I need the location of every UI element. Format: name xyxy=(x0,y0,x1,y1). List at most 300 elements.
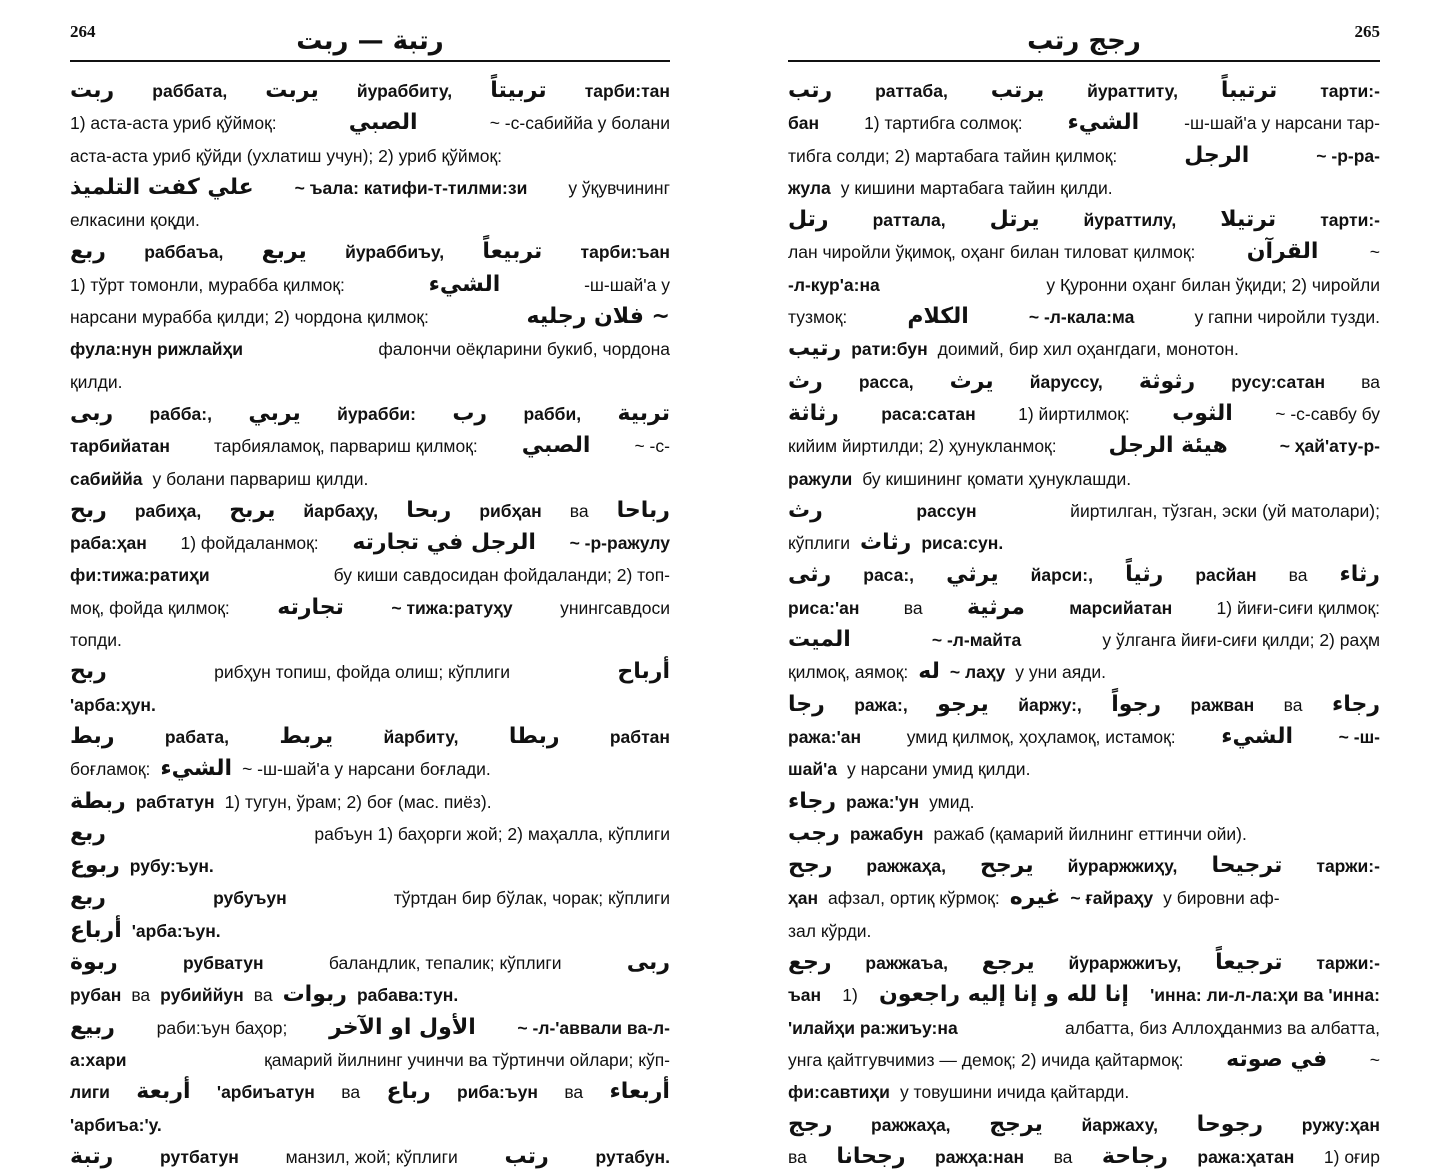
definition-text: нарсани мураббa қилди; 2) чордона қилмоқ: xyxy=(70,307,429,328)
header-rule-left xyxy=(70,60,670,62)
text-line xyxy=(70,592,670,624)
arabic-headword: الصبي xyxy=(521,433,591,459)
definition-text: 1) тугун, ўрам; 2) боғ (мас. пиёз). xyxy=(224,791,492,812)
arabic-headword: رتل xyxy=(788,207,829,233)
transliteration: рабата, xyxy=(164,726,229,747)
arabic-headword: رث xyxy=(788,497,823,523)
transliteration: тaржи:- xyxy=(1316,856,1380,877)
arabic-headword: الرجل xyxy=(1184,142,1250,168)
arabic-headword: رثوثة xyxy=(1138,368,1196,394)
definition-text: у ўлганга йиғи-сиғи қилди; 2) раҳм xyxy=(1102,630,1380,651)
arabic-headword: رتب xyxy=(788,78,833,103)
definition-text: кўплиги xyxy=(788,533,851,554)
text-line xyxy=(70,398,670,430)
transliteration: ража:'ан xyxy=(788,726,862,747)
running-head-left: رتبة — ربت xyxy=(296,26,444,56)
arabic-headword: الصبي xyxy=(348,110,418,136)
arabic-headword: يربي xyxy=(248,400,301,426)
definition-text: у кишини мартабага тайин қилди. xyxy=(840,177,1113,198)
arabic-headword: رجا xyxy=(788,691,825,717)
arabic-headword: رثاء xyxy=(1339,562,1380,588)
text-line xyxy=(70,915,670,947)
transliteration: рабба:, xyxy=(149,403,212,424)
text-line xyxy=(788,269,1380,301)
transliteration: рабава:тун. xyxy=(356,985,459,1006)
transliteration: раббата, xyxy=(152,81,228,101)
transliteration: рубан xyxy=(70,985,122,1006)
transliteration: рабби, xyxy=(523,403,582,424)
transliteration: рати:бун xyxy=(851,339,928,360)
text-line xyxy=(788,236,1380,268)
transliteration: -л-кур'а:на xyxy=(788,274,880,295)
arabic-headword: يربع xyxy=(261,239,307,265)
transliteration: 'арбиъатун xyxy=(216,1082,315,1103)
transliteration: ҳан xyxy=(788,888,819,909)
definition-text: 1) аста-аста уриб қўймоқ: xyxy=(70,113,277,134)
text-line xyxy=(788,204,1380,236)
definition-text: ва xyxy=(1361,371,1380,392)
definition-text: 1) xyxy=(842,985,858,1006)
definition-text: бу кишининг қомати ҳунуклашди. xyxy=(862,468,1132,489)
definition-text: умид. xyxy=(929,791,975,812)
text-line xyxy=(788,915,1380,947)
transliteration: 'арбиъа:'у. xyxy=(70,1114,162,1135)
arabic-headword: رجج xyxy=(788,1111,833,1137)
transliteration: рибҳан xyxy=(479,500,542,521)
arabic-headword: ربط xyxy=(70,723,115,749)
arabic-headword: رجب xyxy=(788,820,840,846)
transliteration: ражжаҳа, xyxy=(866,856,946,877)
transliteration: йаржаху, xyxy=(1081,1114,1159,1135)
definition-text: у товушини ичида қайтарди. xyxy=(899,1082,1130,1103)
text-line xyxy=(788,559,1380,591)
transliteration: ражван xyxy=(1190,694,1255,715)
arabic-headword: رثاث xyxy=(860,530,912,556)
definition-text: лан чиройли ўқимоқ, оҳанг билан тиловат қилмоқ: xyxy=(788,242,1196,263)
definition-text: ~ -ш-шай'а у нарсани боғлади. xyxy=(242,759,491,780)
definition-text: ва xyxy=(341,1082,361,1103)
definition-text: 1) фойдаланмоқ: xyxy=(180,533,319,554)
text-line xyxy=(70,301,670,333)
arabic-headword: رجواً xyxy=(1111,691,1162,717)
transliteration: рабтатун xyxy=(135,791,215,812)
definition-text: доимий, бир хил оҳангдаги, монотон. xyxy=(937,339,1239,360)
arabic-headword: أربعاء xyxy=(609,1079,670,1105)
definition-text: тарбияламоқ, парвариш қилмоқ: xyxy=(213,436,478,457)
text-line xyxy=(70,1141,670,1173)
transliteration: лиги xyxy=(70,1082,110,1103)
arabic-headword: ربى xyxy=(70,400,114,426)
text-line xyxy=(70,882,670,914)
text-line xyxy=(70,818,670,850)
arabic-headword: أرباع xyxy=(70,917,122,943)
transliteration: йураттилу, xyxy=(1083,210,1177,231)
text-line xyxy=(788,366,1380,398)
transliteration: тaржи:- xyxy=(1316,953,1380,974)
definition-text: рибҳун топиш, фойда олиш; кўплиги xyxy=(214,662,511,683)
transliteration: тарти:- xyxy=(1320,81,1380,101)
transliteration: йураржжиъу, xyxy=(1068,953,1182,974)
definition-text: йиртилган, тўзган, эски (уй матолари); xyxy=(1070,500,1380,521)
text-line xyxy=(788,721,1380,753)
transliteration: рутабун. xyxy=(595,1146,670,1167)
text-line xyxy=(70,559,670,591)
arabic-headword: الثوب xyxy=(1172,400,1233,426)
text-line xyxy=(70,721,670,753)
definition-text: ражаб (қамарий йилнинг еттинчи ойи). xyxy=(933,823,1247,844)
definition-text: унингсавдоси xyxy=(560,597,670,618)
arabic-headword: رتبة xyxy=(70,1143,114,1169)
transliteration: ражабун xyxy=(849,823,924,844)
text-line xyxy=(788,818,1380,850)
text-line xyxy=(70,172,670,204)
text-line xyxy=(70,624,670,656)
text-line xyxy=(70,236,670,268)
arabic-headword: رتيب xyxy=(788,336,842,362)
arabic-headword: أربعة xyxy=(136,1079,191,1105)
arabic-headword: تربيتاً xyxy=(490,78,547,103)
arabic-headword: ربح xyxy=(70,497,107,523)
transliteration: тарби:ъан xyxy=(580,242,670,263)
arabic-headword: ربت xyxy=(70,78,115,103)
transliteration: ~ лаҳу xyxy=(949,662,1006,683)
arabic-headword: ربح xyxy=(70,659,107,685)
text-line xyxy=(788,947,1380,979)
definition-text: ва xyxy=(903,597,923,618)
arabic-headword: رجع xyxy=(788,950,832,976)
definition-text: боғламоқ: xyxy=(70,759,151,780)
transliteration: 'инна: ли-л-ла:ҳи ва 'инна: xyxy=(1150,985,1380,1006)
arabic-headword: يربح xyxy=(229,497,276,523)
definition-text: 1) тартибга солмоқ: xyxy=(864,113,1023,134)
arabic-headword: ربى xyxy=(626,950,670,976)
arabic-headword: ترتيباً xyxy=(1220,78,1278,103)
arabic-headword: إنا لله و إنا إليه راجعون xyxy=(879,982,1129,1008)
arabic-headword: رث xyxy=(788,368,823,394)
arabic-headword: تجارته xyxy=(277,594,344,620)
right-page xyxy=(788,0,1380,1169)
arabic-headword: رباحا xyxy=(616,497,670,523)
arabic-headword: تربية xyxy=(617,400,670,426)
transliteration: ража:, xyxy=(854,694,908,715)
transliteration: рабтан xyxy=(609,726,670,747)
arabic-headword: رثياً xyxy=(1125,562,1164,588)
arabic-headword: الرجل في تجارته xyxy=(352,530,536,556)
arabic-headword: ترتيلا xyxy=(1220,207,1277,233)
text-line xyxy=(70,979,670,1011)
arabic-headword: ربع xyxy=(70,820,106,846)
arabic-headword: رباع xyxy=(386,1079,431,1105)
text-line xyxy=(70,463,670,495)
transliteration: фи:тижа:ратиҳи xyxy=(70,565,210,586)
text-line xyxy=(788,850,1380,882)
page-number-right: 265 xyxy=(1354,22,1380,41)
arabic-headword: يرثي xyxy=(946,562,999,588)
definition-text: 1) тўрт томонли, мураббa қилмоқ: xyxy=(70,274,345,295)
arabic-headword: أرباح xyxy=(617,659,670,685)
transliteration: йарбаҳу, xyxy=(303,500,379,521)
arabic-headword: ربوة xyxy=(70,950,118,976)
arabic-headword: يرتب xyxy=(990,78,1045,103)
transliteration: тарти:- xyxy=(1320,210,1380,231)
text-line xyxy=(70,495,670,527)
text-line xyxy=(70,1044,670,1076)
arabic-headword: يرث xyxy=(949,368,994,394)
arabic-headword: رتب xyxy=(504,1143,549,1169)
definition-text: ~ xyxy=(1369,1049,1380,1070)
arabic-headword: ربحا xyxy=(406,497,452,523)
arabic-headword: رجاحة xyxy=(1101,1143,1168,1169)
transliteration: а:хари xyxy=(70,1049,127,1070)
definition-text: у Қуронни оҳанг билан ўқиди; 2) чиройли xyxy=(1046,274,1380,295)
transliteration: ража:ҳатан xyxy=(1197,1146,1295,1167)
transliteration: 'арба:ъун. xyxy=(131,920,221,941)
transliteration: ражжаҳа, xyxy=(871,1114,951,1135)
transliteration: йураббиту, xyxy=(356,81,453,101)
arabic-headword: رجاء xyxy=(1331,691,1380,717)
definition-text: фалончи оёқларини букиб, чордона xyxy=(378,339,670,360)
text-line xyxy=(788,430,1380,462)
definition-text: ва xyxy=(253,985,273,1006)
definition-text: ва xyxy=(788,1146,807,1167)
definition-text: -ш-шай'а у xyxy=(584,274,670,295)
arabic-headword: رجوحا xyxy=(1196,1111,1264,1137)
arabic-headword: تربيعاً xyxy=(482,239,543,265)
transliteration: рубуъун xyxy=(213,888,287,909)
text-line xyxy=(788,140,1380,172)
transliteration: рутбатун xyxy=(160,1146,239,1167)
arabic-headword: ربع xyxy=(70,885,106,911)
transliteration: ража:'ун xyxy=(846,791,920,812)
definition-text: 1) оғир xyxy=(1323,1146,1380,1167)
text-line xyxy=(788,1109,1380,1141)
text-line xyxy=(70,753,670,785)
text-line xyxy=(788,1044,1380,1076)
definition-text: рабъун 1) баҳорги жой; 2) маҳалла, кўплиги xyxy=(314,823,670,844)
arabic-headword: الشيء xyxy=(428,271,501,297)
transliteration: рассун xyxy=(916,500,977,521)
text-line xyxy=(788,172,1380,204)
definition-text: у бировни аф- xyxy=(1163,888,1280,909)
text-line xyxy=(788,624,1380,656)
text-line xyxy=(788,786,1380,818)
arabic-headword: رثاثة xyxy=(788,400,839,426)
definition-text: қилди. xyxy=(70,371,123,392)
definition-text: ва xyxy=(1288,565,1308,586)
transliteration: ~ ҳай'ату-р- xyxy=(1279,436,1380,457)
transliteration: рубиййун xyxy=(160,985,244,1006)
transliteration: бан xyxy=(788,113,820,134)
transliteration: шай'а xyxy=(788,759,837,780)
definition-text: зал кўрди. xyxy=(788,920,872,941)
definition-text: ва xyxy=(1283,694,1303,715)
text-line xyxy=(788,398,1380,430)
text-line xyxy=(70,140,670,172)
definition-text: елкасини қоқди. xyxy=(70,210,200,231)
text-line xyxy=(788,75,1380,107)
text-line xyxy=(70,204,670,236)
transliteration: ~ -л-майта xyxy=(931,630,1022,651)
definition-text: тибга солди; 2) мартабага тайин қилмоқ: xyxy=(788,145,1118,166)
text-line xyxy=(70,850,670,882)
arabic-headword: يربط xyxy=(279,723,334,749)
definition-text: қилмоқ, аямоқ: xyxy=(788,662,909,683)
transliteration: ~ -л-кала:ма xyxy=(1028,307,1135,328)
transliteration: йураржжиҳу, xyxy=(1067,856,1178,877)
transliteration: раттала, xyxy=(872,210,946,231)
transliteration: руcу:сатан xyxy=(1231,371,1326,392)
transliteration: йураббиъу, xyxy=(345,242,445,263)
text-line xyxy=(788,463,1380,495)
text-line xyxy=(788,592,1380,624)
definition-text: умид қилмоқ, ҳоҳламоқ, истамоқ: xyxy=(906,726,1176,747)
text-line xyxy=(70,75,670,107)
transliteration: йарбиту, xyxy=(383,726,459,747)
definition-text: у уни аяди. xyxy=(1015,662,1107,683)
arabic-headword: رجاء xyxy=(788,788,837,814)
text-line xyxy=(788,527,1380,559)
transliteration: расйан xyxy=(1195,565,1257,586)
transliteration: ружу:ҳан xyxy=(1301,1114,1380,1135)
transliteration: йарси:, xyxy=(1030,565,1094,586)
arabic-headword: هيئة الرجل xyxy=(1108,433,1228,459)
arabic-headword: يرجح xyxy=(979,853,1034,879)
transliteration: фула:нун рижлайҳи xyxy=(70,339,243,360)
text-line xyxy=(70,107,670,139)
transliteration: риса:'ан xyxy=(788,597,860,618)
text-line xyxy=(70,689,670,721)
arabic-headword: ربوع xyxy=(70,853,120,879)
transliteration: раттаба, xyxy=(875,81,948,101)
left-page xyxy=(70,0,670,1169)
transliteration: ~ ғайраҳу xyxy=(1070,888,1154,909)
definition-text: 1) йиғи-сиғи қилмоқ: xyxy=(1216,597,1380,618)
transliteration: йаруссу, xyxy=(1029,371,1103,392)
definition-text: ~ -с-сабиййа у болани xyxy=(489,113,670,134)
definition-text: аста-аста уриб қўйди (ухлатиш учун); 2) уриб қўймоқ: xyxy=(70,145,502,166)
text-line xyxy=(788,882,1380,914)
transliteration: раббаъа, xyxy=(144,242,224,263)
arabic-headword: رجح xyxy=(788,853,833,879)
definition-text: албатта, биз Аллоҳданмиз ва албатта, xyxy=(1065,1017,1380,1038)
definition-text: манзил, жой; кўплиги xyxy=(285,1146,458,1167)
text-line xyxy=(70,1012,670,1044)
text-line xyxy=(70,366,670,398)
transliteration: раба:ҳан xyxy=(70,533,147,554)
transliteration: сабиййа xyxy=(70,468,143,489)
text-line xyxy=(788,979,1380,1011)
arabic-headword: ترجيحا xyxy=(1211,853,1283,879)
text-line xyxy=(70,1109,670,1141)
arabic-headword: ربطة xyxy=(70,788,126,814)
arabic-headword: غيره xyxy=(1009,885,1061,911)
definition-text: тўртдан бир бўлак, чорак; кўплиги xyxy=(393,888,670,909)
arabic-headword: الشيء xyxy=(1067,110,1140,136)
arabic-headword: القرآن xyxy=(1246,239,1319,265)
text-line xyxy=(788,495,1380,527)
definition-text: у гапни чиройли тузди. xyxy=(1194,307,1380,328)
arabic-headword: يرجع xyxy=(981,950,1035,976)
transliteration: рабиҳа, xyxy=(134,500,202,521)
transliteration: раса:, xyxy=(863,565,915,586)
definition-text: кийим йиртилди; 2) ҳунукланмоқ: xyxy=(788,436,1057,457)
definition-text: у ўқувчининг xyxy=(568,177,670,198)
arabic-headword: في صوته xyxy=(1226,1046,1328,1072)
transliteration: тарби:тан xyxy=(584,81,670,101)
transliteration: расса, xyxy=(858,371,914,392)
text-line xyxy=(788,333,1380,365)
transliteration: раса:сатан xyxy=(881,403,976,424)
transliteration: ~ -р-ра- xyxy=(1316,145,1380,166)
transliteration: рубу:ъун. xyxy=(129,856,214,877)
arabic-headword: ترجيعاً xyxy=(1215,950,1283,976)
text-line xyxy=(70,786,670,818)
transliteration: ражжаъа, xyxy=(865,953,948,974)
definition-text: ~ -с- xyxy=(634,436,670,457)
definition-text: 1) йиртилмоқ: xyxy=(1018,403,1130,424)
definition-text: бу киши савдосидан фойдаланди; 2) топ- xyxy=(333,565,670,586)
text-line xyxy=(788,1012,1380,1044)
transliteration: йурабби: xyxy=(337,403,416,424)
definition-text: ва xyxy=(569,500,589,521)
definition-text: тузмоқ: xyxy=(788,307,848,328)
arabic-headword: الميت xyxy=(788,627,851,653)
definition-text: баландлик, тепалик; кўплиги xyxy=(328,953,562,974)
arabic-headword: ربيع xyxy=(70,1014,115,1040)
dictionary-column-right xyxy=(788,75,1380,1173)
text-line xyxy=(788,1076,1380,1108)
transliteration: фи:савтиҳи xyxy=(788,1082,890,1103)
arabic-headword: ربطا xyxy=(508,723,560,749)
text-line xyxy=(70,430,670,462)
transliteration: ъан xyxy=(788,985,822,1006)
text-line xyxy=(70,947,670,979)
transliteration: ~ -ш- xyxy=(1338,726,1380,747)
transliteration: ~ ъала: катифи-т-тилми:зи xyxy=(294,177,528,198)
definition-text: у нарсани умид қилди. xyxy=(846,759,1031,780)
transliteration: риба:ъун xyxy=(457,1082,538,1103)
definition-text: унга қайтгувчимиз — демоқ; 2) ичида қайтармоқ: xyxy=(788,1049,1184,1070)
transliteration: рубватун xyxy=(182,953,264,974)
transliteration: йаржу:, xyxy=(1018,694,1082,715)
arabic-headword: يرجج xyxy=(989,1111,1043,1137)
definition-text: ~ xyxy=(1369,242,1380,263)
text-line xyxy=(70,527,670,559)
arabic-headword: رثى xyxy=(788,562,832,588)
definition-text: топди. xyxy=(70,630,122,651)
definition-text: моқ, фойда қилмоқ: xyxy=(70,597,230,618)
definition-text: у болани парвариш қилди. xyxy=(152,468,369,489)
arabic-headword: الأول او الآخر xyxy=(329,1014,476,1040)
transliteration: ~ -л-'аввали ва-л- xyxy=(517,1017,670,1038)
arabic-headword: ربع xyxy=(70,239,106,265)
definition-text: ва xyxy=(564,1082,584,1103)
transliteration: жула xyxy=(788,177,831,198)
arabic-headword: يربت xyxy=(265,78,319,103)
arabic-headword: الشيء xyxy=(160,756,233,782)
text-line xyxy=(788,753,1380,785)
definition-text: -ш-шай'а у нарсани тар- xyxy=(1184,113,1380,134)
transliteration: ражҳа:нан xyxy=(935,1146,1025,1167)
page-number-left: 264 xyxy=(70,22,96,41)
transliteration: йураттиту, xyxy=(1087,81,1178,101)
arabic-headword: رجحانا xyxy=(836,1143,906,1169)
header-rule-right xyxy=(788,60,1380,62)
text-line xyxy=(788,301,1380,333)
arabic-headword: الكلام xyxy=(907,304,969,330)
arabic-headword: يرتل xyxy=(989,207,1040,233)
arabic-headword: ربوات xyxy=(282,982,347,1008)
